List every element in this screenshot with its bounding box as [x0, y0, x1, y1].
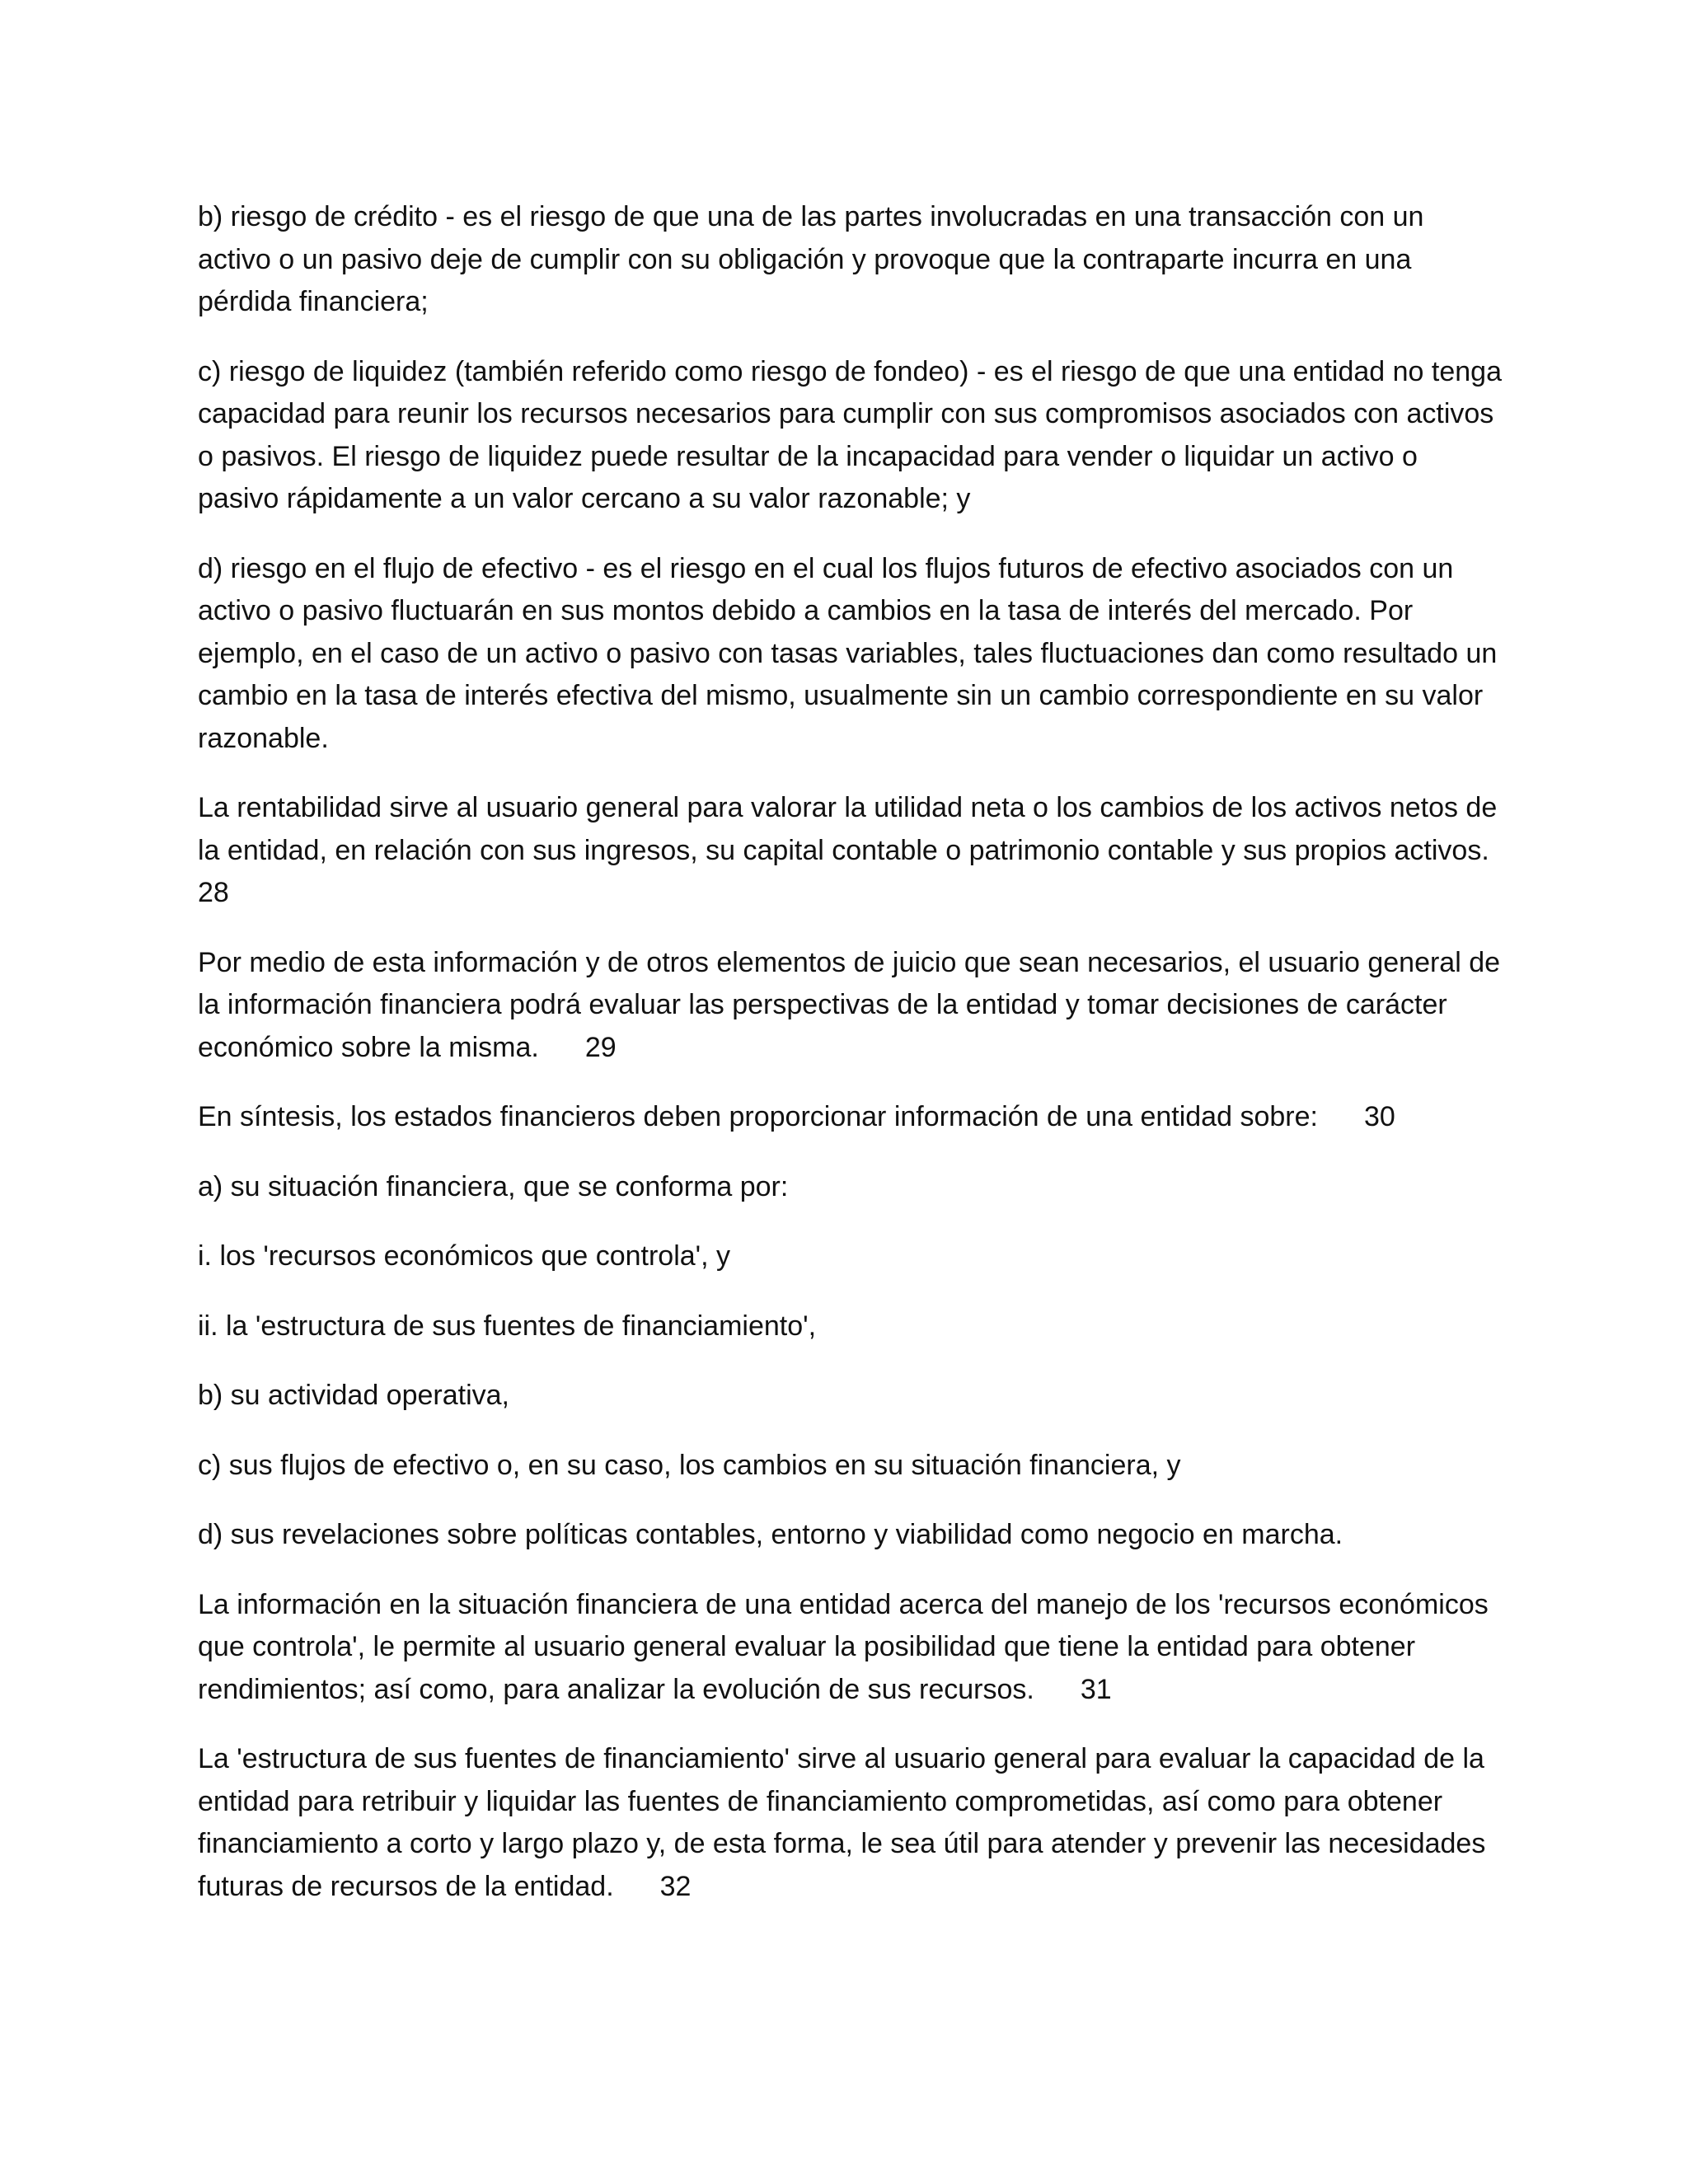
list-item-operating-activity	[198, 1375, 1502, 1418]
document-body	[198, 196, 1502, 1935]
paragraph-number: 28	[198, 877, 229, 908]
paragraph-synthesis	[198, 1096, 1502, 1139]
list-item-economic-resources	[198, 1235, 1502, 1278]
list-item-text: i. los 'recursos económicos que controla', y	[198, 1240, 731, 1272]
paragraph-text: En síntesis, los estados financieros deben proporcionar información de una entidad sobre:	[198, 1101, 1318, 1132]
paragraph-text: b) riesgo de crédito - es el riesgo de que una de las partes involucradas en una transacción con un activo o un pasivo deje de cumplir con su obligación y provoque que la contraparte incurra en una pérdida financiera;	[198, 201, 1424, 317]
paragraph-text: La 'estructura de sus fuentes de financiamiento' sirve al usuario general para evaluar la capacidad de la entidad para retribuir y liquidar las fuentes de financiamiento comprometidas, así como para obtener financiamiento a corto y largo plazo y, de esta forma, le sea útil para atender y prevenir las necesidades futuras de recursos de la entidad.	[198, 1743, 1486, 1902]
paragraph-number: 31	[1080, 1673, 1112, 1705]
paragraph-text: Por medio de esta información y de otros elementos de juicio que sean necesarios, el usuario general de la información financiera podrá evaluar las perspectivas de la entidad y tomar decisiones de carácter económico sobre la misma.	[198, 946, 1501, 1063]
paragraph-liquidity-risk	[198, 351, 1502, 521]
paragraph-financing-structure-info	[198, 1738, 1502, 1908]
list-item-financing-structure	[198, 1305, 1502, 1348]
paragraph-number: 29	[584, 1031, 617, 1063]
paragraph-credit-risk	[198, 196, 1502, 324]
paragraph-evaluation	[198, 942, 1502, 1070]
paragraph-economic-resources-info	[198, 1584, 1502, 1712]
list-item-financial-situation	[198, 1166, 1502, 1209]
list-item-text: c) sus flujos de efectivo o, en su caso, los cambios en su situación financiera, y	[198, 1449, 1181, 1481]
list-item-text: a) su situación financiera, que se conforma por:	[198, 1170, 789, 1202]
paragraph-text: La información en la situación financiera de una entidad acerca del manejo de los 'recursos económicos que controla', le permite al usuario general evaluar la posibilidad que tiene la entidad para obtener rendimientos; así como, para analizar la evolución de sus recursos.	[198, 1588, 1489, 1705]
list-item-text: ii. la 'estructura de sus fuentes de financiamiento',	[198, 1310, 817, 1342]
list-item-cash-flows	[198, 1445, 1502, 1488]
list-item-text: d) sus revelaciones sobre políticas contables, entorno y viabilidad como negocio en marcha.	[198, 1519, 1343, 1550]
paragraph-number: 32	[659, 1870, 692, 1902]
paragraph-number: 30	[1363, 1101, 1395, 1132]
paragraph-text: c) riesgo de liquidez (también referido como riesgo de fondeo) - es el riesgo de que una entidad no tenga capacidad para reunir los recursos necesarios para cumplir con sus compromisos asociados con activos o pasivos. El riesgo de liquidez puede resultar de la incapacidad para vender o liquidar un activo o pasivo rápidamente a un valor cercano a su valor razonable; y	[198, 355, 1502, 514]
paragraph-profitability	[198, 787, 1502, 915]
paragraph-text: La rentabilidad sirve al usuario general para valorar la utilidad neta o los cambios de los activos netos de la entidad, en relación con sus ingresos, su capital contable o patrimonio contable y sus propios activos.	[198, 792, 1498, 866]
paragraph-cash-flow-risk	[198, 548, 1502, 761]
list-item-disclosures	[198, 1514, 1502, 1557]
list-item-text: b) su actividad operativa,	[198, 1380, 509, 1411]
paragraph-text: d) riesgo en el flujo de efectivo - es el riesgo en el cual los flujos futuros de efectivo asociados con un activo o pasivo fluctuarán en sus montos debido a cambios en la tasa de interés del mercado. Por ejemplo, en el caso de un activo o pasivo con tasas variables, tales fluctuaciones dan como resultado un cambio en la tasa de interés efectiva del mismo, usualmente sin un cambio correspondiente en su valor razonable.	[198, 552, 1498, 754]
